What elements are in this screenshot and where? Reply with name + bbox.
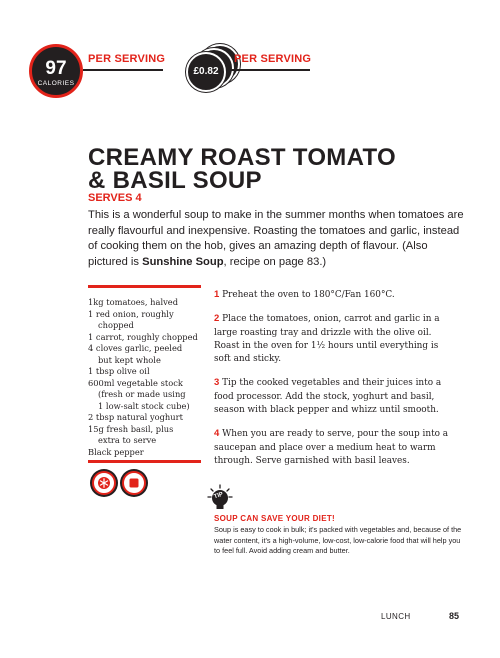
ingredient-item: 1 carrot, roughly chopped — [88, 331, 198, 342]
ingredient-item: 4 cloves garlic, peeled — [88, 343, 183, 353]
ingredient-item: chopped — [98, 320, 134, 330]
ingredient-item: 1 red onion, roughly — [88, 308, 174, 319]
method-steps — [214, 288, 454, 478]
recipe-title — [88, 146, 396, 192]
step-number: 2 — [214, 313, 220, 325]
cost-value: £0.82 — [186, 52, 226, 92]
lightbulb-icon — [207, 484, 233, 512]
step-text: When you are ready to serve, pour the soup into a saucepan and place over a medium heat to warm through. Serve garnished with basil leaves. — [214, 429, 449, 466]
ingredients-list — [88, 297, 198, 458]
stop-icon — [122, 471, 146, 495]
ingredient-item: 1 low-salt stock cube) — [98, 400, 190, 411]
step-number: 4 — [214, 428, 220, 440]
serves-label: SERVES 4 — [88, 192, 142, 204]
ingredient-item: 1kg tomatoes, halved — [88, 297, 179, 307]
intro-text: This is a wonderful soup to make in the summer months when tomatoes are really flavourful and inexpensive. Roasting the tomatoes and garlic, instead of cooking them on the hob, gives an amazing depth of flavour. (Also pictured is — [88, 209, 464, 268]
freezer-icon — [92, 471, 116, 495]
snowflake-icon — [97, 476, 111, 490]
ingredient-item: but kept whole — [98, 354, 161, 365]
section-label: LUNCH — [381, 612, 411, 621]
page-number: 85 — [449, 611, 460, 621]
ingredient-item: 600ml vegetable stock — [88, 377, 183, 388]
ingredient-item: 1 tbsp olive oil — [88, 366, 150, 376]
cost-per-serving: PER SERVING — [234, 53, 312, 65]
method-step — [214, 376, 454, 417]
method-step — [214, 312, 454, 366]
step-text: Tip the cooked vegetables and their juices into a food processor. Add the stock, yoghurt and basil, season with black pepper and whizz until smooth. — [214, 378, 442, 416]
intro-link: Sunshine Soup — [142, 255, 224, 268]
tip-badge: TIP — [213, 491, 225, 501]
ingredients-bottom-rule — [88, 460, 201, 463]
ingredient-item: 15g fresh basil, plus — [88, 423, 174, 434]
step-number: 1 — [214, 289, 220, 300]
recipe-title-line2: & BASIL SOUP — [88, 167, 262, 194]
ingredients-top-rule — [88, 285, 201, 288]
recipe-title-line1: CREAMY ROAST TOMATO — [88, 144, 396, 171]
calories-underline — [83, 69, 163, 71]
method-step — [214, 288, 454, 302]
cost-underline — [230, 69, 310, 71]
calories-per-serving: PER SERVING — [88, 53, 166, 65]
tip-body: Soup is easy to cook in bulk; it's packed with vegetables and, because of the water content, it's a high-volume, low-cost, low-calorie food that will help you to feel full. Avoid adding cream and butter. — [214, 525, 462, 556]
calories-badge — [29, 44, 83, 98]
ingredient-item: (fresh or made using — [98, 389, 186, 399]
step-text: Preheat the oven to 180°C/Fan 160°C. — [222, 290, 395, 300]
tip-heading: SOUP CAN SAVE YOUR DIET! — [214, 514, 335, 523]
recipe-intro — [88, 208, 468, 270]
intro-end: , recipe on page 83.) — [223, 255, 327, 268]
calories-value: 97 — [45, 58, 67, 79]
step-number: 3 — [214, 377, 220, 389]
ingredient-item: extra to serve — [98, 435, 157, 445]
ingredient-item: 2 tbsp natural yoghurt — [88, 412, 183, 422]
calories-label: CALORIES — [37, 80, 75, 87]
step-text: Place the tomatoes, onion, carrot and garlic in a large roasting tray and drizzle with the olive oil. Roast in the oven for 1½ hours until everything is soft and sticky. — [214, 314, 440, 365]
ingredient-item: Black pepper — [88, 446, 144, 457]
method-step — [214, 427, 454, 468]
